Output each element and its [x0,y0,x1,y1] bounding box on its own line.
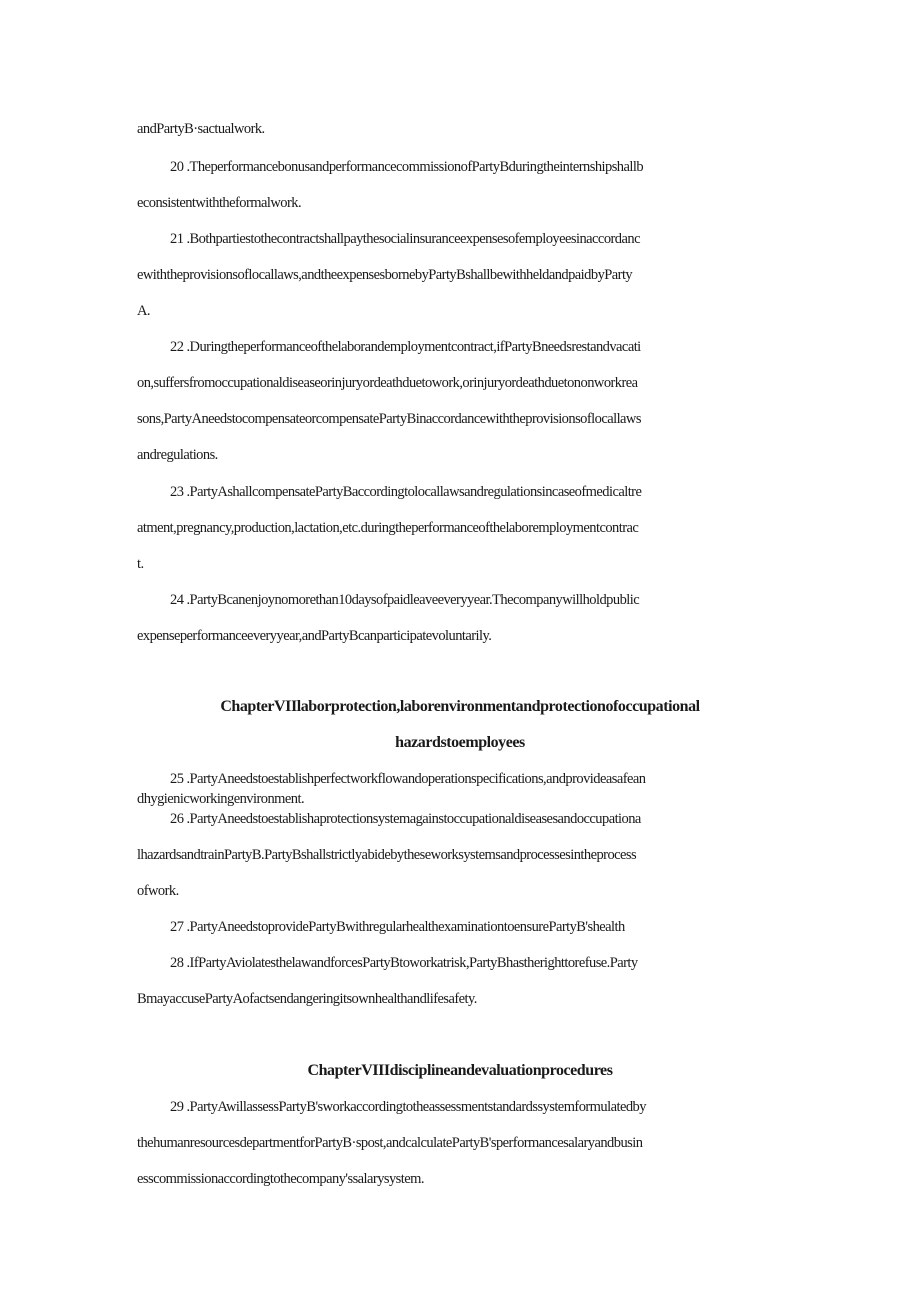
paragraph-23-line: 23 .PartyAshallcompensatePartyBaccordingtolocallawsandregulationsincaseofmedicaltre [170,484,642,500]
chapter-heading: hazardstoemployees [395,734,525,751]
text-line: ewiththeprovisionsoflocallaws,andtheexpensesbornebyPartyBshallbewithheldandpaidbyParty [137,267,633,283]
text-line: on,suffersfromoccupationaldiseaseorinjuryordeathduetowork,orinjuryordeathduetononworkrea [137,375,638,391]
text-line: sons,PartyAneedstocompensateorcompensatePartyBinaccordancewiththeprovisionsoflocallaws [137,411,641,427]
paragraph-22-line: 22 .Duringtheperformanceofthelaborandemploymentcontract,ifPartyBneedsrestandvacati [170,339,641,355]
chapter-heading: ChapterVIIlaborprotection,laborenvironmentandprotectionofoccupational [220,698,700,715]
paragraph-28-line: 28 .IfPartyAviolatesthelawandforcesPartyBtoworkatrisk,PartyBhastherighttorefuse.Party [170,955,638,971]
text-line: lhazardsandtrainPartyB.PartyBshallstrictlyabidebytheseworksystemsandprocessesintheprocess [137,847,637,863]
text-line: atment,pregnancy,production,lactation,etc.duringtheperformanceofthelaboremploymentcontrac [137,520,639,536]
text-line: expenseperformanceeveryyear,andPartyBcanparticipatevoluntarily. [137,628,492,644]
paragraph-24-line: 24 .PartyBcanenjoynomorethan10daysofpaidleaveeveryyear.Thecompanywillholdpublic [170,592,640,608]
text-line: econsistentwiththeformalwork. [137,195,302,211]
text-line: dhygienicworkingenvironment. [137,791,305,807]
paragraph-25-line: 25 .PartyAneedstoestablishperfectworkflowandoperationspecifications,andprovideasafean [170,771,646,787]
text-line: esscommissionaccordingtothecompany'ssalarysystem. [137,1171,424,1187]
chapter-heading: ChapterVIIIdisciplineandevaluationprocedures [307,1062,613,1079]
paragraph-21-line: 21 .Bothpartiestothecontractshallpaythesocialinsuranceexpensesofemployeesinaccordanc [170,231,640,247]
text-line: BmayaccusePartyAofactsendangeringitsownhealthandlifesafety. [137,991,477,1007]
paragraph-27-line: 27 .PartyAneedstoprovidePartyBwithregularhealthexaminationtoensurePartyB'shealth [170,919,625,935]
paragraph-29-line: 29 .PartyAwillassessPartyB'sworkaccordingtotheassessmentstandardssystemformulatedby [170,1099,646,1115]
text-line: A. [137,303,150,319]
paragraph-26-line: 26 .PartyAneedstoestablishaprotectionsystemagainstoccupationaldiseasesandoccupationa [170,811,641,827]
text-line: thehumanresourcesdepartmentforPartyB·spost,andcalculatePartyB'sperformancesalaryandbusin [137,1135,643,1151]
text-line: andPartyB·sactualwork. [137,121,265,137]
text-line: t. [137,556,144,572]
text-line: ofwork. [137,883,179,899]
text-line: andregulations. [137,447,218,463]
paragraph-20-line: 20 .TheperformancebonusandperformancecommissionofPartyBduringtheinternshipshallb [170,159,644,175]
